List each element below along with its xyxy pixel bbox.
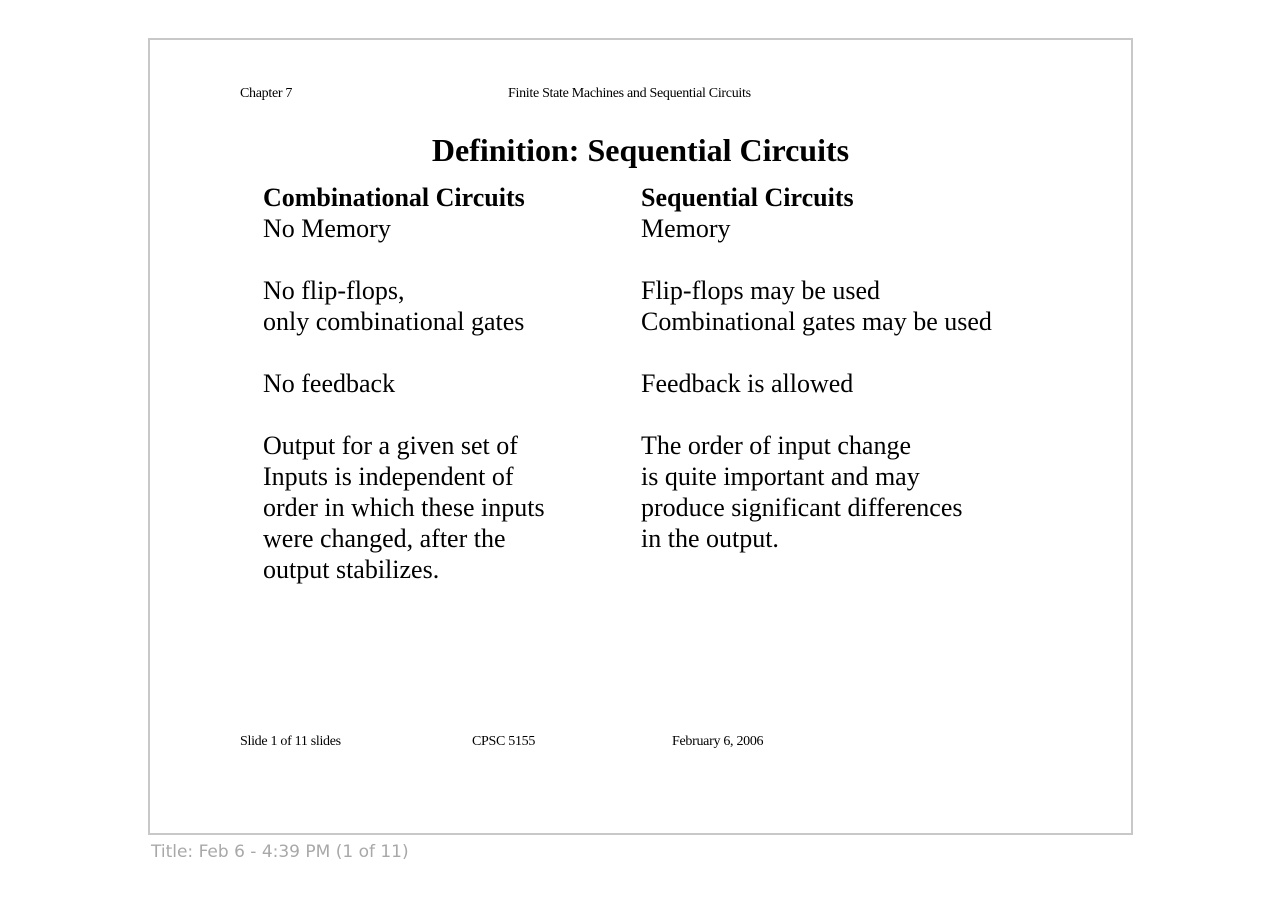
sequential-heading: Sequential Circuits	[641, 183, 854, 212]
footer-date: February 6, 2006	[672, 734, 764, 749]
combinational-line: No Memory	[263, 214, 391, 243]
sequential-line: Flip-flops may be used	[641, 276, 881, 305]
slide-page	[148, 38, 1133, 835]
sequential-line: is quite important and may	[641, 462, 920, 491]
combinational-spacer	[263, 244, 545, 275]
combinational-column	[263, 182, 545, 585]
combinational-heading: Combinational Circuits	[263, 183, 525, 212]
sequential-spacer	[641, 244, 992, 275]
combinational-line: No feedback	[263, 369, 396, 398]
combinational-line: were changed, after the	[263, 524, 506, 553]
sequential-column	[641, 182, 992, 554]
slide-caption: Title: Feb 6 - 4:39 PM (1 of 11)	[151, 842, 409, 862]
sequential-line: Memory	[641, 214, 731, 243]
header-chapter: Chapter 7	[240, 86, 293, 101]
sequential-line: in the output.	[641, 524, 779, 553]
combinational-lines	[263, 213, 545, 585]
sequential-lines	[641, 213, 992, 554]
header-course-title: Finite State Machines and Sequential Circuits	[508, 86, 751, 101]
combinational-line: order in which these inputs	[263, 493, 545, 522]
sequential-line: produce significant differences	[641, 493, 963, 522]
sequential-spacer	[641, 337, 992, 368]
combinational-line: No flip-flops,	[263, 276, 405, 305]
combinational-line: Output for a given set of	[263, 431, 518, 460]
sequential-line: The order of input change	[641, 431, 912, 460]
sequential-line: Combinational gates may be used	[641, 307, 992, 336]
sequential-line: Feedback is allowed	[641, 369, 854, 398]
combinational-spacer	[263, 399, 545, 430]
combinational-spacer	[263, 337, 545, 368]
combinational-line: output stabilizes.	[263, 555, 440, 584]
slide-title: Definition: Sequential Circuits	[431, 132, 850, 168]
footer-slide-number: Slide 1 of 11 slides	[240, 734, 341, 749]
sequential-spacer	[641, 399, 992, 430]
combinational-line: only combinational gates	[263, 307, 525, 336]
combinational-line: Inputs is independent of	[263, 462, 514, 491]
footer-course: CPSC 5155	[472, 734, 536, 749]
